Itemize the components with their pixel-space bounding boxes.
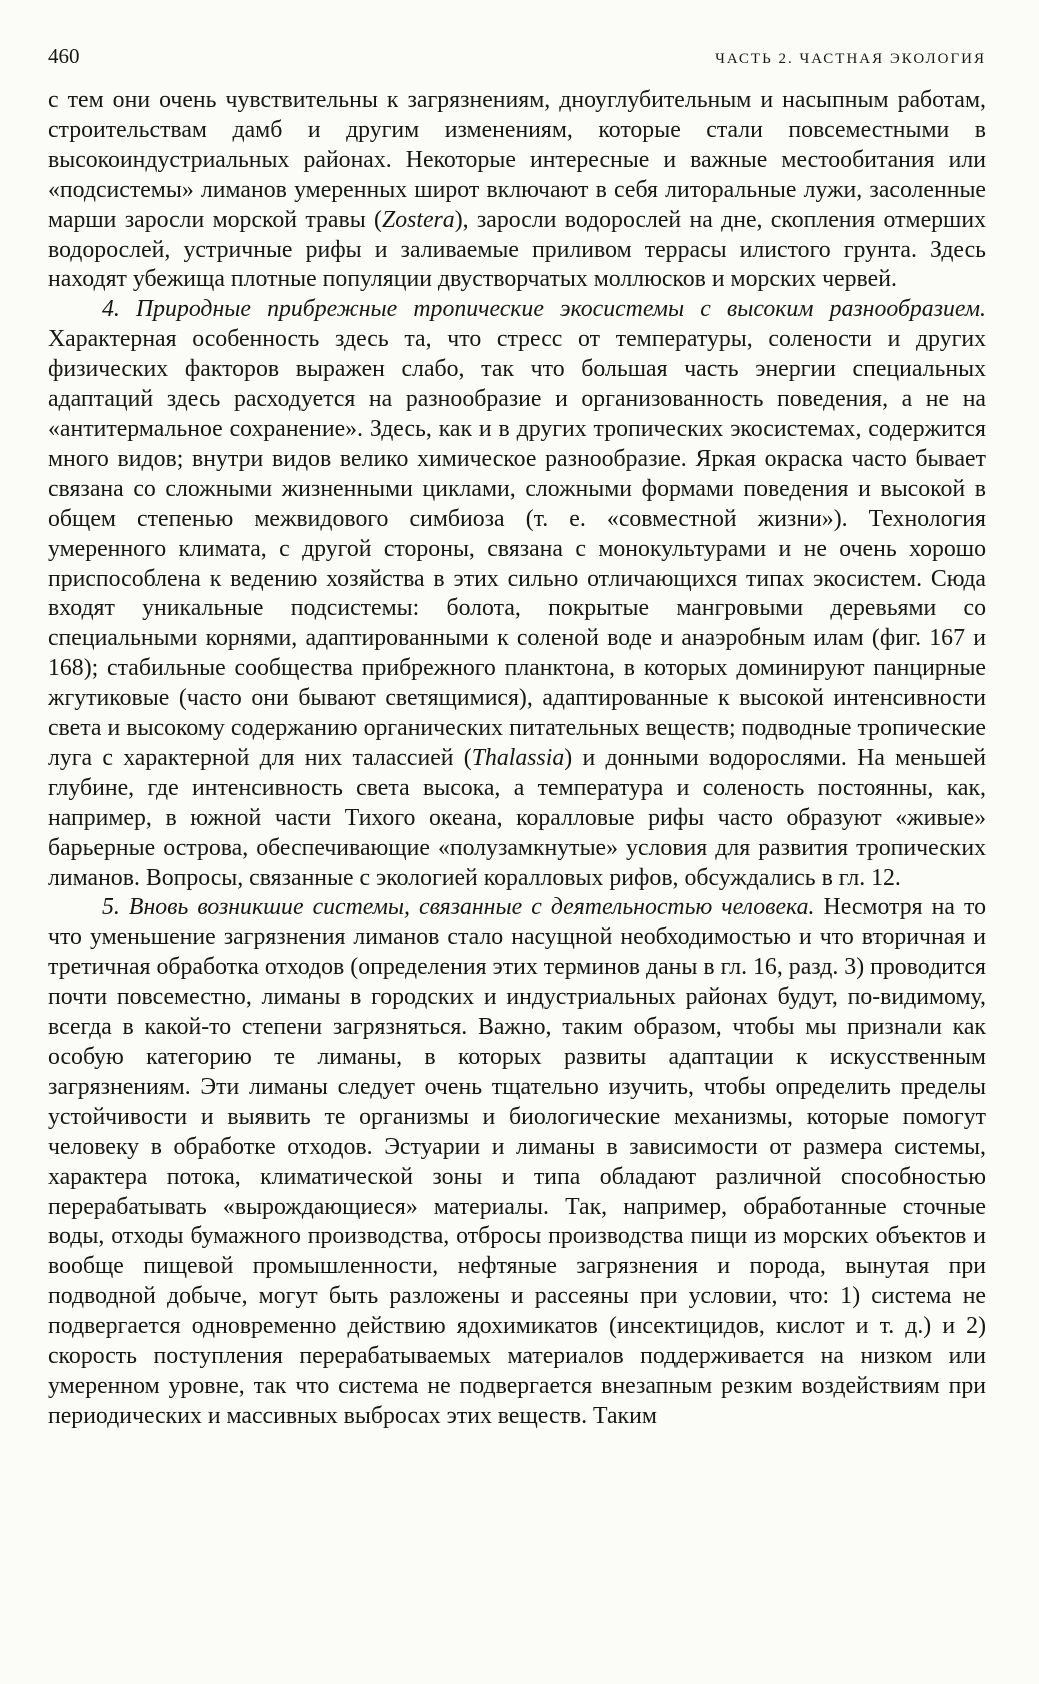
section-4-heading: 4. Природные прибрежные тропические экосистемы с высоким разнообразием. bbox=[102, 296, 986, 323]
paragraph-2-text-cont: ) и донными водорослями. На меньшей глубине, где интенсивность света высока, а температура и соленость постоянны, как, например, в южной части Тихого океана, коралловые рифы часто образуют «живые» барьерные острова, обеспечивающие «полузамкнутые» условия для развития тропических лиманов. Вопросы, связанные с экологией коралловых рифов, обсуждались в гл. 12. bbox=[48, 744, 986, 891]
paragraph-2-text: Характерная особенность здесь та, что стресс от температуры, солености и других физических факторов выражен слабо, так что большая часть энергии специальных адаптаций здесь расходуется на разнообразие и организованность поведения, а не на «антитермальное сохранение». Здесь, как и в других тропических экосистемах, содержится много видов; внутри видов велико химическое разнообразие. Яркая окраска часто бывает связана со сложными жизненными циклами, сложными формами поведения и высокой в общем степенью межвидового симбиоза (т. е. «совместной жизни»). Технология умеренного климата, с другой стороны, связана с монокультурами и не очень хорошо приспособлена к ведению хозяйства в этих сильно отличающихся типах экосистем. Сюда входят уникальные подсистемы: болота, покрытые мангровыми деревьями со специальными корнями, адаптированными к соленой воде и анаэробным илам (фиг. 167 и 168); стабильные сообщества прибрежного планктона, в которых доминируют панцирные жгутиковые (часто они бывают светящимися), адаптированные к высокой интенсивности света и высокому содержанию органических питательных веществ; подводные тропические луга с характерной для них талассией ( bbox=[48, 326, 986, 771]
paragraph-3-text: Несмотря на то что уменьшение загрязнения лиманов стало насущной необходимостью и что вторичная и третичная обработка отходов (определения этих терминов даны в гл. 16, разд. 3) проводится почти повсеместно, лиманы в городских и индустриальных районах будут, по-видимому, всегда в какой-то степени загрязняться. Важно, таким образом, чтобы мы признали как особую категорию те лиманы, в которых развиты адаптации к искусственным загрязнениям. Эти лиманы следует очень тщательно изучить, чтобы определить пределы устойчивости и выявить те организмы и биологические механизмы, которые помогут человеку в обработке отходов. Эстуарии и лиманы в зависимости от размера системы, характера потока, климатической зоны и типа обладают различной способностью перерабатывать «вырождающиеся» материалы. Так, например, обработанные сточные воды, отходы бумажного производства, отбросы производства пищи из морских объектов и вообще пищевой промышленности, нефтяные загрязнения и порода, вынутая при подводной добыче, могут быть разложены и рассеяны при условии, что: 1) система не подвергается одновременно действию ядохимикатов (инсектицидов, кислот и т. д.) и 2) скорость поступления перерабатываемых материалов поддерживается на низком или умеренном уровне, так что система не подвергается внезапным резким воздействиям при периодических и массивных выбросах этих веществ. Таким bbox=[48, 894, 986, 1429]
running-head: ЧАСТЬ 2. ЧАСТНАЯ ЭКОЛОГИЯ bbox=[715, 51, 986, 67]
page-number: 460 bbox=[48, 44, 80, 68]
page-header bbox=[48, 44, 986, 86]
book-page bbox=[48, 44, 986, 1432]
paragraph-2 bbox=[48, 295, 986, 893]
paragraph-2-latin-term: Thalassia bbox=[471, 744, 565, 771]
body-text bbox=[48, 86, 986, 1432]
paragraph-1-text: с тем они очень чувствительны к загрязнениям, дноуглубительным и насыпным работам, строительствам дамб и другим изменениям, которые стали повсеместными в высокоиндустриальных районах. Некоторые интересные и важные местообитания или «подсистемы» лиманов умеренных широт включают в себя литоральные лужи, засоленные марши заросли морской травы ( bbox=[48, 87, 986, 233]
section-5-heading: 5. Вновь возникшие системы, связанные с деятельностью человека. bbox=[102, 894, 815, 921]
paragraph-1-text-cont: ), заросли водорослей на дне, скопления отмерших водорослей, устричные рифы и заливаемые приливом террасы илистого грунта. Здесь находят убежища плотные популяции двустворчатых моллюсков и морских червей. bbox=[48, 206, 986, 293]
paragraph-1 bbox=[48, 86, 986, 295]
paragraph-3 bbox=[48, 893, 986, 1431]
paragraph-1-latin-term: Zostera bbox=[381, 206, 455, 233]
